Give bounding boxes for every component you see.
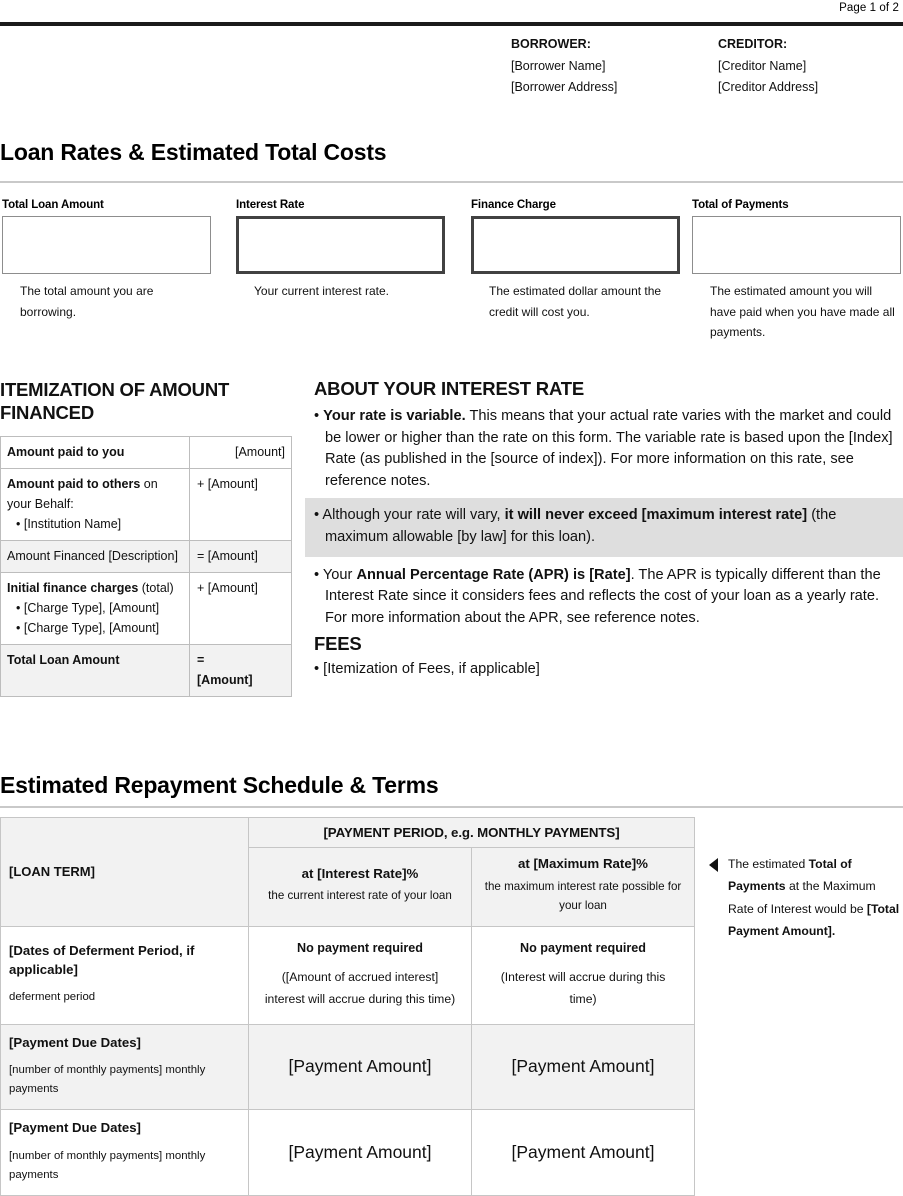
disclosure-box-total-loan-amount (2, 199, 211, 322)
itemization-value-cell: = [Amount] (190, 645, 292, 697)
section-rule-loan-rates (0, 181, 903, 183)
payment-amount-maximum-rate: [Payment Amount] (472, 1024, 695, 1110)
table-row (1, 1110, 695, 1196)
cell-title: No payment required (520, 940, 646, 955)
box-label: Finance Charge (471, 199, 556, 211)
itemization-value-cell: = [Amount] (190, 541, 292, 573)
payment-due-dates-cell (1, 1024, 249, 1110)
fees-heading: FEES (314, 633, 362, 654)
payment-amount-current-rate: [Payment Amount] (249, 1024, 472, 1110)
table-row (1, 645, 292, 697)
parties-block (511, 34, 903, 99)
box-caption: The estimated amount you will have paid when you have made all payments. (710, 284, 895, 339)
row-label: [Dates of Deferment Period, if applicable] (9, 943, 195, 977)
box-caption: Your current interest rate. (254, 284, 389, 298)
box-label: Total of Payments (692, 199, 789, 211)
cell-title: No payment required (297, 940, 423, 955)
box-caption: The total amount you are borrowing. (20, 284, 154, 319)
itemization-value-cell: [Amount] (190, 437, 292, 469)
about-interest-rate-heading: ABOUT YOUR INTEREST RATE (314, 378, 584, 399)
row-label: [Payment Due Dates] (9, 1034, 141, 1050)
itemization-value-cell: + [Amount] (190, 469, 292, 541)
borrower-address: [Borrower Address] (511, 80, 618, 94)
box-caption: The estimated dollar amount the credit will cost you. (489, 284, 662, 319)
subheader-subtitle: the maximum interest rate possible for your loan (484, 879, 682, 912)
header-rule (0, 22, 903, 26)
side-note-text: The estimated Total of Payments at the Maximum Rate of Interest would be [Total Payment Amount]. (728, 857, 900, 938)
creditor-block (718, 34, 903, 99)
itemization-label-cell: Amount paid to you (1, 437, 190, 469)
payment-amount-current-rate: [Payment Amount] (249, 1110, 472, 1196)
section-title-loan-rates: Loan Rates & Estimated Total Costs (0, 139, 387, 165)
section-rule-repayment (0, 806, 903, 808)
itemization-label-cell: Amount paid to others on your Behalf: • [Institution Name] (1, 469, 190, 541)
deferment-period-cell (1, 926, 249, 1024)
deferment-maximum-rate-cell (472, 926, 695, 1024)
payment-amount-maximum-rate: [Payment Amount] (472, 1110, 695, 1196)
row-label: [Payment Due Dates] (9, 1120, 141, 1135)
itemization-label-cell: Amount Financed [Description] (1, 541, 190, 573)
table-row (1, 469, 292, 541)
section-title-repayment: Estimated Repayment Schedule & Terms (0, 772, 439, 798)
loan-term-cell: [LOAN TERM] (1, 818, 249, 927)
cell-note: ([Amount of accrued interest] interest will accrue during this time) (264, 970, 456, 1006)
borrower-name: [Borrower Name] (511, 58, 606, 73)
creditor-name: [Creditor Name] (718, 58, 807, 73)
deferment-current-rate-cell (249, 926, 472, 1024)
borrower-label: BORROWER: (511, 37, 591, 51)
table-row (1, 926, 695, 1024)
table-row (1, 1024, 695, 1110)
about-interest-rate-list (305, 406, 903, 629)
box-label: Total Loan Amount (2, 199, 104, 211)
subheader-title: at [Interest Rate]% (301, 865, 419, 881)
box-value-field[interactable] (692, 216, 901, 274)
interest-rate-bullet: • Your rate is variable. This means that your actual rate varies with the market and could be lower or higher than the rate on this form. The variable rate is based upon the [Index] Rate (as published in the [source of index]). For more information on this rate, see reference notes. (305, 406, 903, 492)
box-label: Interest Rate (236, 199, 305, 211)
page-number: Page 1 of 2 (839, 2, 899, 14)
side-note (710, 853, 900, 942)
borrower-block (511, 34, 718, 99)
subheader-title: at [Maximum Rate]% (517, 856, 649, 871)
itemization-heading: ITEMIZATION OF AMOUNT FINANCED (0, 379, 230, 423)
cell-note: (Interest will accrue during this time) (500, 970, 666, 1006)
box-value-field[interactable] (236, 216, 445, 274)
creditor-address: [Creditor Address] (718, 80, 819, 94)
interest-rate-bullet: • Your Annual Percentage Rate (APR) is [Rate]. The APR is typically different than the Interest Rate since it considers fees and reflects the cost of your loan as a yearly rate. For more information about the APR, see reference notes. (305, 565, 903, 630)
creditor-label: CREDITOR: (718, 37, 788, 51)
fees-item: • [Itemization of Fees, if applicable] (314, 659, 885, 680)
interest-rate-bullet: • Although your rate will vary, it will never exceed [maximum interest rate] (the maximum allowable [by law] for this loan). (305, 498, 903, 556)
payment-due-dates-cell (1, 1110, 249, 1196)
payment-period-header: [PAYMENT PERIOD, e.g. MONTHLY PAYMENTS] (249, 818, 695, 848)
row-sublabel: [number of monthly payments] monthly payments (9, 1149, 206, 1181)
itemization-value-cell: + [Amount] (190, 573, 292, 645)
row-sublabel: deferment period (9, 991, 96, 1003)
box-value-field[interactable] (2, 216, 211, 274)
box-value-field[interactable] (471, 216, 680, 274)
disclosure-box-interest-rate (236, 199, 445, 302)
subheader-subtitle: the current interest rate of your loan (268, 889, 452, 903)
table-row (1, 437, 292, 469)
row-sublabel: [number of monthly payments] monthly payments (9, 1064, 206, 1095)
table-row (1, 573, 292, 645)
table-header-row (1, 818, 695, 848)
itemization-table (0, 436, 292, 697)
disclosure-box-finance-charge (471, 199, 680, 322)
itemization-label-cell: Total Loan Amount (1, 645, 190, 697)
subheader-maximum-rate (472, 848, 695, 927)
itemization-label-cell: Initial finance charges (total) • [Charge Type], [Amount] • [Charge Type], [Amount] (1, 573, 190, 645)
table-row (1, 541, 292, 573)
repayment-schedule-table (0, 817, 695, 1196)
subheader-current-rate (249, 848, 472, 927)
disclosure-box-total-of-payments (692, 199, 901, 343)
